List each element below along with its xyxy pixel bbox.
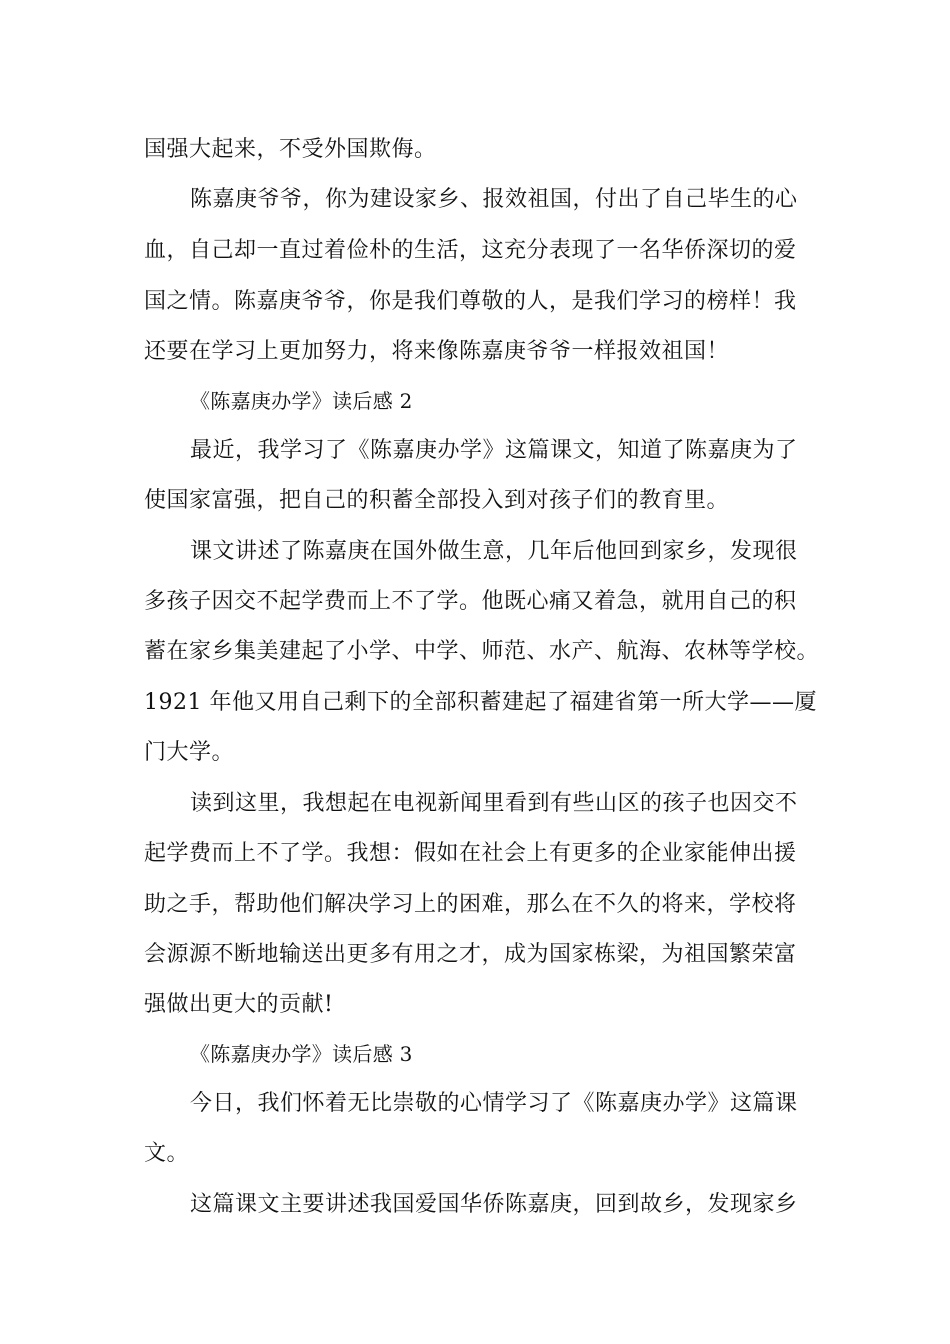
text-line: 门大学。 — [144, 740, 235, 765]
paragraph-start: 最近，我学习了《陈嘉庚办学》这篇课文，知道了陈嘉庚为了 — [190, 438, 798, 463]
section-heading: 《陈嘉庚办学》读后感 2 — [190, 389, 413, 413]
paragraph-start: 陈嘉庚爷爷，你为建设家乡、报效祖国，付出了自己毕生的心 — [190, 187, 798, 212]
text-line: 会源源不断地输送出更多有用之才，成为国家栋梁，为祖国繁荣富 — [144, 942, 797, 967]
text-line: 还要在学习上更加努力，将来像陈嘉庚爷爷一样报效祖国！ — [144, 339, 730, 364]
paragraph-start: 今日，我们怀着无比崇敬的心情学习了《陈嘉庚办学》这篇课 — [190, 1091, 798, 1116]
text-line: 血，自己却一直过着俭朴的生活，这充分表现了一名华侨深切的爱 — [144, 238, 797, 263]
paragraph-start: 这篇课文主要讲述我国爱国华侨陈嘉庚，回到故乡，发现家乡 — [190, 1192, 798, 1217]
paragraph-start: 读到这里，我想起在电视新闻里看到有些山区的孩子也因交不 — [190, 791, 798, 816]
text-line: 多孩子因交不起学费而上不了学。他既心痛又着急，就用自己的积 — [144, 589, 797, 614]
text-line: 使国家富强，把自己的积蓄全部投入到对孩子们的教育里。 — [144, 488, 730, 513]
section-heading: 《陈嘉庚办学》读后感 3 — [190, 1042, 413, 1066]
text-line: 国强大起来，不受外国欺侮。 — [144, 137, 437, 162]
text-line: 1921 年他又用自己剩下的全部积蓄建起了福建省第一所大学——厦 — [144, 690, 817, 715]
text-line: 强做出更大的贡献! — [144, 992, 334, 1017]
text-line: 起学费而上不了学。我想：假如在社会上有更多的企业家能伸出援 — [144, 841, 797, 866]
paragraph-start: 课文讲述了陈嘉庚在国外做生意，几年后他回到家乡，发现很 — [190, 539, 798, 564]
text-line: 文。 — [144, 1141, 190, 1166]
text-line: 国之情。陈嘉庚爷爷，你是我们尊敬的人，是我们学习的榜样！我 — [144, 289, 797, 314]
text-line: 蓄在家乡集美建起了小学、中学、师范、水产、航海、农林等学校。 — [144, 639, 820, 664]
text-line: 助之手，帮助他们解决学习上的困难，那么在不久的将来，学校将 — [144, 892, 797, 917]
